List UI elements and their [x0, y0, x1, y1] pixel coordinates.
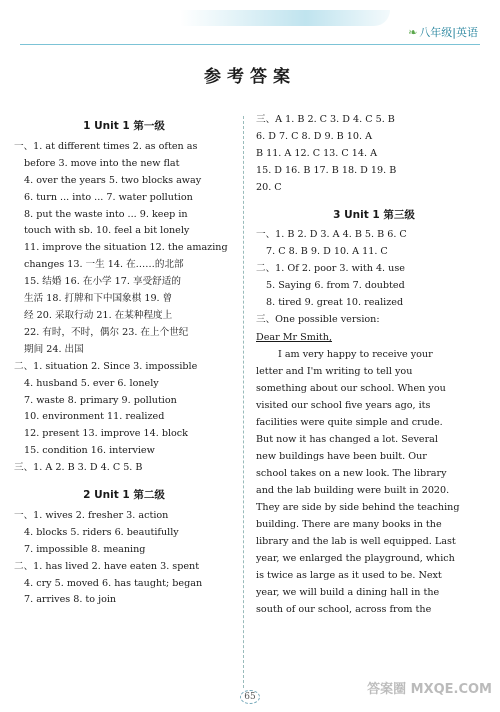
answer-line: 4. over the years 5. two blocks away — [24, 174, 202, 186]
answer-line: 二、1. Of 2. poor 3. with 4. use — [256, 263, 405, 275]
section-2-continued — [256, 112, 492, 197]
column-divider — [243, 116, 244, 688]
answer-line: 4. cry 5. moved 6. has taught; began — [24, 577, 203, 589]
letter-line: something about our school. When you — [256, 382, 446, 394]
answer-line: 7. C 8. B 9. D 10. A 11. C — [266, 246, 388, 258]
answer-line: 一、1. B 2. D 3. A 4. B 5. B 6. C — [256, 229, 407, 241]
answer-line: 15. D 16. B 17. B 18. D 19. B — [256, 164, 397, 176]
answer-line: 8. tired 9. great 10. realized — [266, 297, 404, 309]
letter-line: is twice as large as it used to be. Next — [256, 569, 442, 581]
answer-line: 20. C — [256, 181, 282, 193]
section-3-answers — [256, 227, 492, 328]
answer-line: 10. environment 11. realized — [24, 411, 165, 423]
letter-line: facilities were quite simple and crude. — [256, 416, 443, 428]
letter-line: year, we will build a dining hall in the — [256, 586, 440, 598]
page-title: 参考答案 — [204, 67, 296, 87]
section-1-answers — [14, 139, 234, 477]
answer-line: 生活 18. 打牌和下中国象棋 19. 曾 — [24, 293, 173, 305]
answer-line: 12. present 13. improve 14. block — [24, 428, 188, 440]
answer-line: 15. 结婚 16. 在小学 17. 享受舒适的 — [24, 276, 181, 288]
section-title-1: 1 Unit 1 第一级 — [83, 120, 165, 132]
watermark: 答案圈 MXQE.COM — [367, 682, 492, 697]
letter-line: building. There are many books in the — [256, 518, 442, 530]
answer-line: touch with sb. 10. feel a bit lonely — [24, 225, 190, 237]
left-column — [14, 112, 234, 609]
letter-line: library and the lab is well equipped. Last — [256, 535, 456, 547]
answer-line: 11. improve the situation 12. the amazing — [24, 242, 228, 254]
answer-line: before 3. move into the new flat — [24, 157, 180, 169]
letter-body — [256, 346, 492, 618]
letter-line: They are side by side behind the teaching — [256, 501, 460, 513]
letter-salutation: Dear Mr Smith, — [256, 331, 333, 343]
answer-line: 二、1. situation 2. Since 3. impossible — [14, 360, 198, 372]
letter-line: But now it has changed a lot. Several — [256, 433, 438, 445]
letter-line: year, we enlarged the playground, which — [256, 552, 455, 564]
answer-line: B 11. A 12. C 13. C 14. A — [256, 147, 378, 159]
answer-line: 期间 24. 出国 — [24, 343, 84, 355]
answer-line: 4. husband 5. ever 6. lonely — [24, 377, 159, 389]
answer-line: changes 13. 一生 14. 在……的北部 — [24, 259, 184, 271]
answer-line: 15. condition 16. interview — [24, 445, 155, 457]
answer-line: 三、A 1. B 2. C 3. D 4. C 5. B — [256, 114, 395, 125]
letter-line: letter and I'm writing to tell you — [256, 365, 413, 377]
page-number: 65 — [240, 690, 260, 704]
leaf-icon: ❧ — [408, 26, 418, 39]
section-title-2: 2 Unit 1 第二级 — [83, 489, 165, 502]
answer-line: 6. turn ... into ... 7. water pollution — [24, 191, 193, 203]
letter-line: visited our school five years ago, its — [256, 399, 431, 411]
letter-line: south of our school, across from the — [256, 603, 432, 615]
answer-line: 7. waste 8. primary 9. pollution — [24, 394, 177, 406]
answer-line: 7. arrives 8. to join — [24, 594, 117, 606]
header-wave — [180, 10, 390, 26]
answer-line: 二、1. has lived 2. have eaten 3. spent — [14, 560, 200, 572]
answer-line: 一、1. wives 2. fresher 3. action — [14, 509, 169, 521]
answer-line: 22. 有时，不时，偶尔 23. 在上个世纪 — [24, 326, 189, 338]
answer-line: 8. put the waste into ... 9. keep in — [24, 208, 188, 220]
answer-line: 7. impossible 8. meaning — [24, 543, 146, 555]
answer-line: 三、One possible version: — [256, 313, 380, 325]
answer-line: 4. blocks 5. riders 6. beautifully — [24, 526, 179, 538]
grade-subject-badge — [408, 24, 478, 40]
letter-line: and the lab building were built in 2020. — [256, 484, 450, 496]
answer-line: 经 20. 采取行动 21. 在某种程度上 — [24, 309, 173, 321]
badge-text: 八年级|英语 — [419, 26, 478, 39]
header-rule — [20, 44, 480, 45]
answer-line: 6. D 7. C 8. D 9. B 10. A — [256, 130, 373, 142]
right-column — [256, 112, 492, 618]
section-title-3: 3 Unit 1 第三级 — [333, 208, 415, 221]
answer-line: 一、1. at different times 2. as often as — [14, 140, 198, 152]
section-2-answers — [14, 508, 234, 609]
answer-line: 三、1. A 2. B 3. D 4. C 5. B — [14, 462, 143, 474]
answer-line: 5. Saying 6. from 7. doubted — [266, 280, 405, 292]
letter-line: new buildings have been built. Our — [256, 450, 427, 462]
letter-line: school takes on a new look. The library — [256, 467, 447, 479]
letter-line: I am very happy to receive your — [278, 348, 433, 360]
